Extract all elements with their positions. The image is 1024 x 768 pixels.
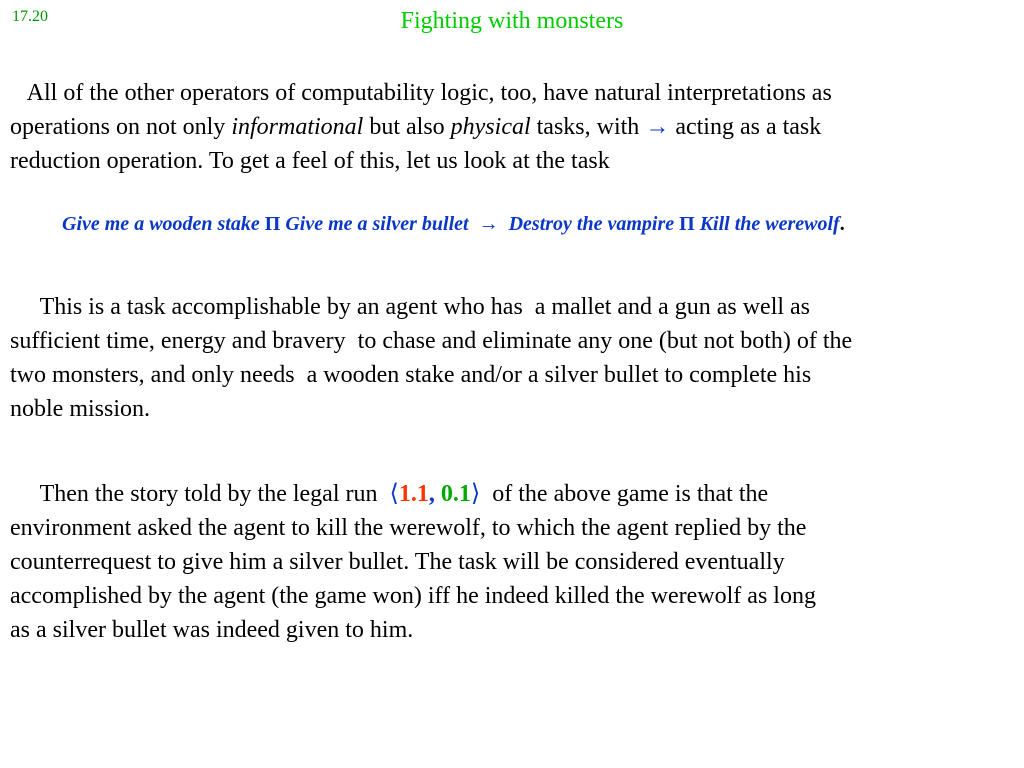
story-line-2: environment asked the agent to kill the werewolf, to which the agent replied by the	[10, 515, 807, 541]
story-line-1	[10, 477, 1014, 511]
agent-line-4: noble mission.	[10, 396, 151, 422]
run-close-bracket: ⟩	[470, 481, 481, 507]
reduction-arrow-icon: →	[478, 213, 499, 235]
story-line-4: accomplished by the agent (the game won) iff he indeed killed the werewolf as long	[10, 583, 816, 609]
intro-line-1: All of the other operators of computability logic, too, have natural interpretations as	[10, 80, 832, 106]
agent-paragraph	[10, 290, 1014, 426]
intro-paragraph	[10, 76, 1014, 178]
intro-text: tasks, with	[530, 114, 646, 140]
run-comma: ,	[428, 481, 441, 507]
agent-line-1: This is a task accomplishable by an agent who has a mallet and a gun as well as	[10, 294, 811, 320]
task-formula	[62, 213, 845, 236]
task-wooden-stake: Give me a wooden stake	[62, 213, 260, 235]
intro-text: acting as a task	[669, 114, 822, 140]
slide-number: 17.20	[12, 8, 48, 25]
slide-title: Fighting with monsters	[400, 8, 624, 34]
run-open-bracket: ⟨	[389, 481, 399, 507]
agent-line-2: sufficient time, energy and bravery to chase and eliminate any one (but not both) of the	[10, 328, 853, 354]
intro-line-2	[10, 110, 1014, 144]
agent-line-3: two monsters, and only needs a wooden stake and/or a silver bullet to complete his	[10, 362, 812, 388]
task-destroy-vampire: Destroy the vampire	[508, 213, 675, 235]
emphasis-physical: physical	[450, 114, 531, 140]
choice-and-operator-icon: Π	[264, 213, 281, 235]
task-silver-bullet: Give me a silver bullet	[285, 213, 469, 235]
emphasis-informational: informational	[231, 114, 364, 140]
intro-line-3: reduction operation. To get a feel of this, let us look at the task	[10, 148, 610, 174]
formula-period: .	[839, 213, 845, 235]
story-paragraph	[10, 477, 1014, 647]
choice-and-operator-icon: Π	[679, 213, 695, 235]
run-move-2: 0.1	[440, 481, 471, 507]
intro-text: operations on not only	[10, 114, 232, 140]
story-text: of the above game is that the	[480, 481, 769, 507]
story-line-3: counterrequest to give him a silver bullet. The task will be considered eventually	[10, 549, 785, 575]
task-kill-werewolf: Kill the werewolf	[699, 213, 840, 235]
story-text: Then the story told by the legal run	[10, 481, 390, 507]
run-move-1: 1.1	[398, 481, 429, 507]
intro-text: but also	[363, 114, 451, 140]
reduction-arrow-icon: →	[645, 114, 670, 140]
story-line-5: as a silver bullet was indeed given to him.	[10, 617, 414, 643]
